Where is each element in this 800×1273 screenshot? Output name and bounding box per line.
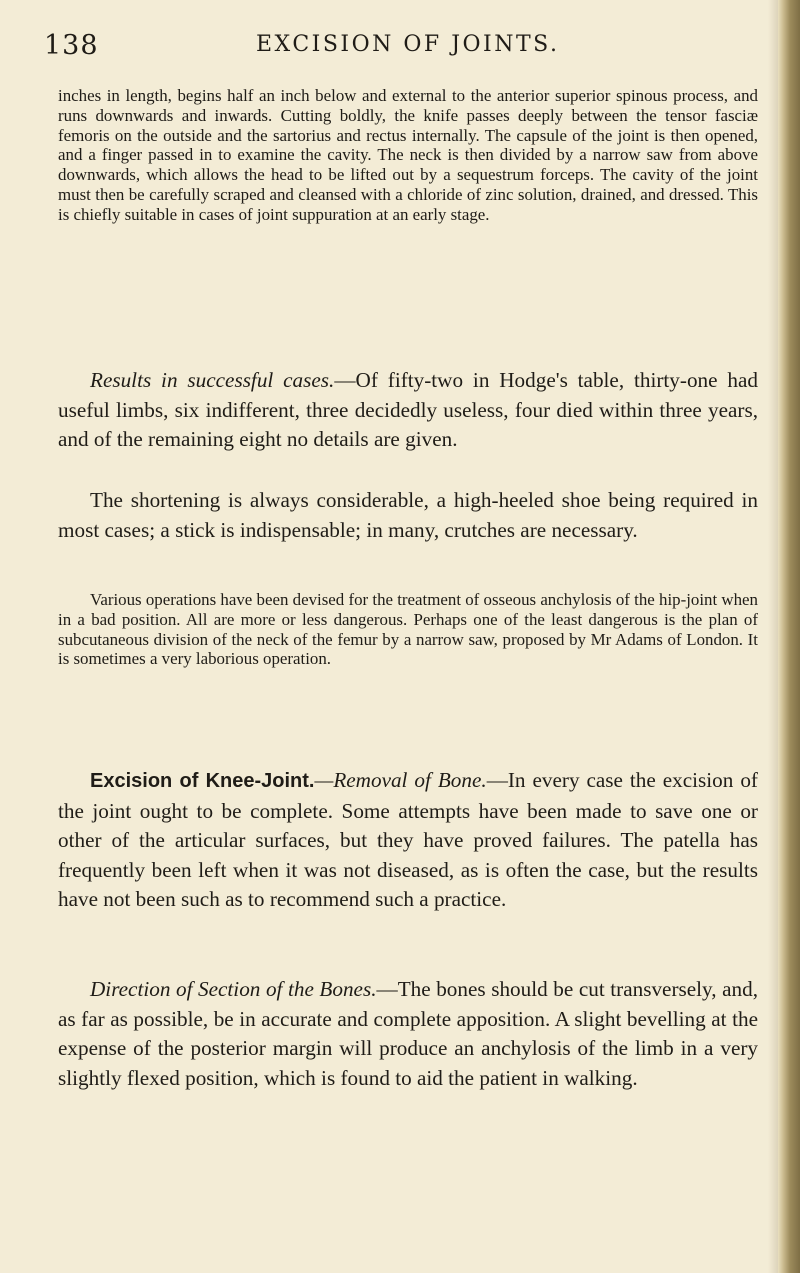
knee-excision-heading: Excision of Knee-Joint. [90,770,315,792]
paragraph-anchylosis-operations [58,590,758,669]
knee-excision-text: —In every case the excision of the joint ought to be complete. Some attempts have been made to save one or other of the articular surfaces, but they have proved failures. The patella has frequently been left when it was not diseased, as is often the case, but the results have not been such as to recommend such a practice. [58,768,758,912]
shortening-text: The shortening is always considerable, a high-heeled shoe being required in most cases; a stick is indispensable; in many, crutches are necessary. [58,488,758,542]
paragraph-hip-excision-technique [58,86,758,225]
bone-section-heading: Direction of Section of the Bones. [90,977,377,1001]
results-heading: Results in successful cases. [90,368,335,392]
removal-of-bone-subheading: —Removal of Bone. [314,768,487,792]
paragraph-knee-excision [58,766,758,915]
bone-section-text: —The bones should be cut transversely, and, as far as possible, be in accurate and complete apposition. A slight bevelling at the expense of the posterior margin will produce an anchylosis of the limb in a very slightly flexed position, which is found to aid the patient in walking. [58,977,759,1090]
paragraph-text: inches in length, begins half an inch below and external to the anterior superior spinous process, and runs downwards and inwards. Cutting boldly, the knife passes deeply between the tensor fasciæ femoris on the outside and the sartorius and rectus internally. The capsule of the joint is then opened, and a finger passed in to examine the cavity. The neck is then divided by a narrow saw from above downwards, which allows the head to be lifted out by a sequestrum forceps. The cavity of the joint must then be carefully scraped and cleansed with a chloride of zinc solution, drained, and dressed. This is chiefly suitable in cases of joint suppuration at an early stage. [58,86,758,224]
page-header [44,30,744,70]
running-title: EXCISION OF JOINTS. [256,32,560,57]
page-number: 138 [44,30,99,61]
book-page-edge [778,0,800,1273]
page-edge-shadow [768,0,778,1273]
results-text: —Of fifty-two in Hodge's table, thirty-one had useful limbs, six indifferent, three decidedly useless, four died within three years, and of the remaining eight no details are given. [58,368,758,452]
paragraph-results [58,366,758,455]
paragraph-shortening [58,486,758,545]
paragraph-bone-section [58,975,758,1093]
anchylosis-text: Various operations have been devised for the treatment of osseous anchylosis of the hip-joint when in a bad position. All are more or less dangerous. Perhaps one of the least dangerous is the plan of subcutaneous division of the neck of the femur by a narrow saw, proposed by Mr Adams of London. It is sometimes a very laborious operation. [58,590,758,669]
